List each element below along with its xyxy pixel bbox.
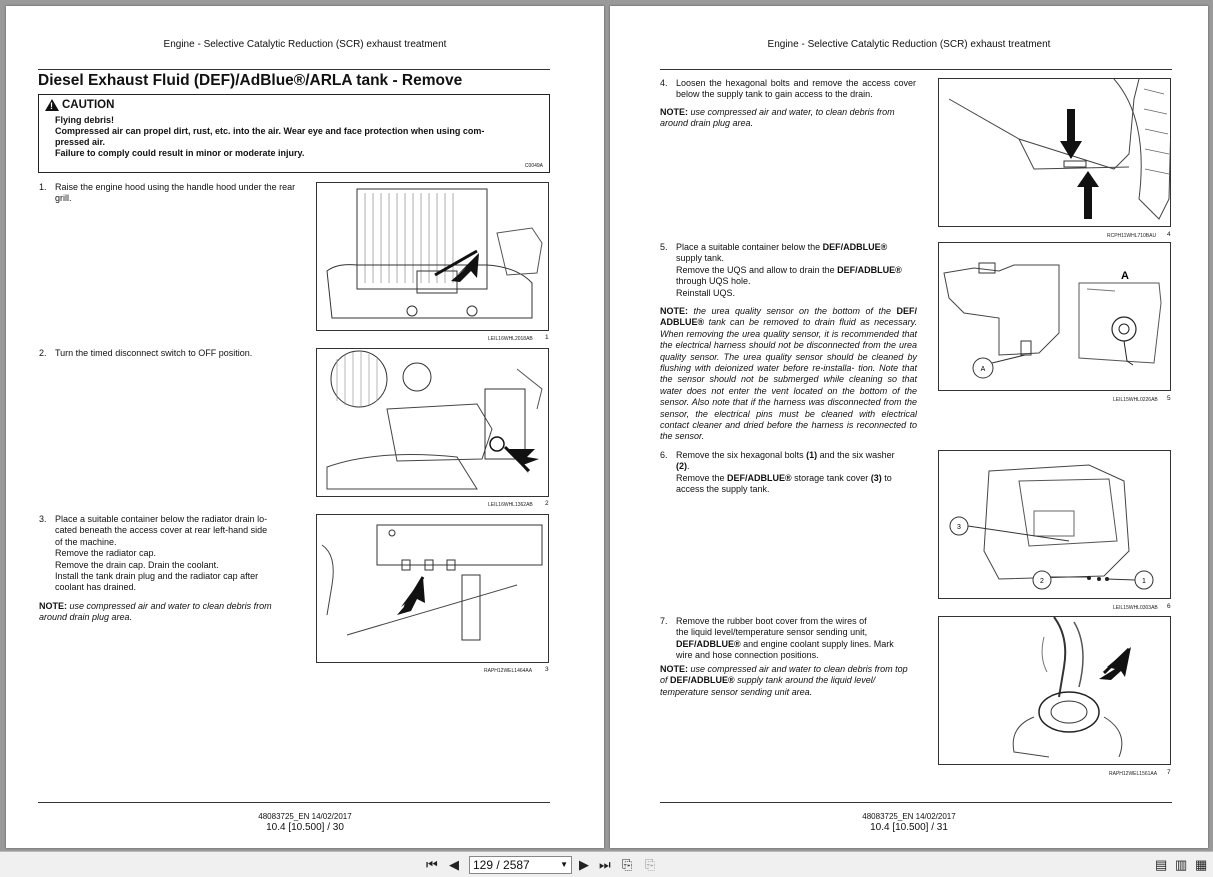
figure-3-radiator-drain xyxy=(316,514,549,663)
page-header: Engine - Selective Catalytic Reduction (SCR) exhaust treatment xyxy=(163,39,447,50)
header-rule xyxy=(660,69,1172,70)
page-footer: 48083725_EN 14/02/2017 10.4 [10.500] / 31 xyxy=(862,812,956,833)
step-3: 3. Place a suitable container below the radiator drain lo- cated beneath the access cover at rear left-hand side of the machine. Remove the radiator cap. Remove the drain cap. Drain the coolant. Install the tank drain plug and the radiator cap after coolant has drained. xyxy=(39,514,268,593)
page-title: Diesel Exhaust Fluid (DEF)/AdBlue®/ARLA tank - Remove xyxy=(38,72,463,89)
figure-4-access-cover xyxy=(938,78,1171,227)
title-rule xyxy=(38,69,550,70)
footer-rule xyxy=(38,802,550,803)
callout-2: 2 xyxy=(1040,578,1044,585)
callout-1: 1 xyxy=(1142,578,1146,585)
detail-a-label: A xyxy=(1121,270,1129,282)
step-1: 1. Raise the engine hood using the handle hood under the rear grill. xyxy=(39,182,296,204)
note-4: NOTE: use compressed air and water, to clean debris from around drain plug area. xyxy=(660,107,895,129)
note-7: NOTE: use compressed air and water to clean debris from top of DEF/ADBLUE® supply tank around the liquid level/ temperature sensor sending unit area. xyxy=(660,664,908,697)
caution-heading: ! CAUTION xyxy=(45,99,543,111)
page-left: Engine - Selective Catalytic Reduction (SCR) exhaust treatment Diesel Exhaust Fluid (DEF)/AdBlue®/ARLA tank - Remove ! CAUTION Flying debris! Compressed air can propel dirt, rust, etc. into the air. Wear eye and face protection when using com- pressed air. Failure to comply could result in minor or moderate injury. C0049A 1. Raise the engine hood using the handle hood under the rear grill. LEIL16WHL2018AB 1 2. Turn the timed disconnect switch to OFF position. LEIL16WHL1362AB 2 3. Place a suitable container below the radiator drain lo- cated beneath the access cover at rear left-hand side of the machine. Remove the radiator cap. Remove the drain cap. Drain the coolant. Install the tank drain plug and the radiator cap after coolant has drained. NOTE: use compressed air and water to clean debris from around drain plug area. RAPH12WEL1464AA 3 48083725_EN 14/02/2017 10.4 [10.500] / 30 xyxy=(6,6,604,848)
step-5: 5. Place a suitable container below the DEF/ADBLUE® supply tank. Remove the UQS and allow to drain the DEF/ADBLUE® through UQS hole. Reinstall UQS. xyxy=(660,242,902,298)
callout-3: 3 xyxy=(957,524,961,531)
note-3: NOTE: use compressed air and water to clean debris from around drain plug area. xyxy=(39,601,272,623)
caution-code: C0049A xyxy=(524,163,543,169)
go-back-view-icon[interactable]: ⎘ xyxy=(622,857,633,872)
step-2: 2. Turn the timed disconnect switch to OFF position. xyxy=(39,348,253,358)
page-number-field[interactable]: 129 / 2587 ▼ xyxy=(469,856,572,874)
caution-text: Flying debris! Compressed air can propel dirt, rust, etc. into the air. Wear eye and face protection when using com- pressed air. Failure to comply could result in minor or moderate injury. xyxy=(55,115,485,158)
figure-5-urea-sensor xyxy=(938,242,1171,391)
go-forward-view-icon[interactable]: ⎘ xyxy=(645,857,656,872)
last-page-icon[interactable]: ⏭ xyxy=(599,857,611,872)
warning-icon: ! xyxy=(45,99,59,111)
callout-a-label: A xyxy=(980,366,986,373)
footer-rule xyxy=(660,802,1172,803)
page-footer: 48083725_EN 14/02/2017 10.4 [10.500] / 30 xyxy=(258,812,352,833)
previous-page-icon[interactable]: ◀ xyxy=(449,857,459,872)
figure-7-sensor-boot xyxy=(938,616,1171,765)
viewer-toolbar xyxy=(0,851,1213,877)
step-6: 6. Remove the six hexagonal bolts (1) and the six washer (2). Remove the DEF/ADBLUE® storage tank cover (3) to access the supply tank. xyxy=(660,450,895,495)
step-7: 7. Remove the rubber boot cover from the wires of the liquid level/temperature sensor sending unit, DEF/ADBLUE® and engine coolant supply lines. Mark wire and hose connection positions. xyxy=(660,616,894,661)
first-page-icon[interactable]: ⏮ xyxy=(426,857,438,872)
figure-2-disconnect-switch xyxy=(316,348,549,497)
single-page-view-icon[interactable]: ▤ xyxy=(1155,857,1168,872)
two-page-view-icon[interactable]: ▦ xyxy=(1195,857,1208,872)
note-5: NOTE: the urea quality sensor on the bottom of the DEF/ ADBLUE® tank can be removed to drain fluid as necessary. When removing the urea quality sensor, it is recommended that the electrical harness should not be disconnected from the urea quality sensor. The urea quality sensor should be cleaned by flushing with deionized water before re-installa- tion. Note that the sensor should not be submerged while cleaning so that water does not enter the vent located on the bottom of the sensor. Also note that if the harness was disconnected from the sensor, the electrical pins must be cleaned with electrical contact cleaner and dried before the harness is reconnected to the sensor. xyxy=(660,306,917,442)
figure-6-storage-tank-cover xyxy=(938,450,1171,599)
step-4: 4. Loosen the hexagonal bolts and remove the access cover below the supply tank to gain access to the drain. xyxy=(660,78,916,100)
continuous-view-icon[interactable]: ▥ xyxy=(1175,857,1188,872)
caution-box xyxy=(38,94,550,173)
page-right: Engine - Selective Catalytic Reduction (SCR) exhaust treatment 4. Loosen the hexagonal bolts and remove the access cover below the supply tank to gain access to the drain. NOTE: use compressed air and water, to clean debris from around drain plug area. RCPH11WHL710BAU 4 5. Place a suitable container below the DEF/ADBLUE® supply tank. Remove the UQS and allow to drain the DEF/ADBLUE® through UQS hole. Reinstall UQS. NOTE: the urea quality sensor on the bottom of the DEF/ ADBLUE® tank can be removed to drain fluid as necessary. When removing the urea quality sensor, it is recommended that the electrical harness should not be disconnected from the urea quality sensor. The urea quality sensor should be cleaned by flushing with deionized water before re-installa- tion. Note that the sensor should not be submerged while cleaning so that water does not enter the vent located on the bottom of the sensor. Also note that if the harness was disconnected from the sensor, the electrical pins must be cleaned with electrical contact cleaner and dried before the harness is reconnected to the sensor. A A LEIL15WHL0226AB 5 6. Remove the six hexagonal bolts (1) and the six washer (2). Remove the DEF/ADBLUE® storage tank cover (3) to access the supply tank. 3 2 1 LEIL15WHL0303AB 6 7. Remove the rubber boot cover from the wires of the liquid level/temperature sensor sending unit, DEF/ADBLUE® and engine coolant supply lines. Mark wire and hose connection positions. NOTE: use compressed air and water to clean debris from top of DEF/ADBLUE® supply tank around the liquid level/ temperature sensor sending unit area. RAPH12WEL1561AA 7 48083725_EN 14/02/2017 10.4 [10.500] / 31 xyxy=(610,6,1208,848)
page-header: Engine - Selective Catalytic Reduction (SCR) exhaust treatment xyxy=(767,39,1051,50)
next-page-icon[interactable]: ▶ xyxy=(579,857,589,872)
chevron-down-icon[interactable]: ▼ xyxy=(560,860,568,869)
figure-1-engine-hood xyxy=(316,182,549,331)
